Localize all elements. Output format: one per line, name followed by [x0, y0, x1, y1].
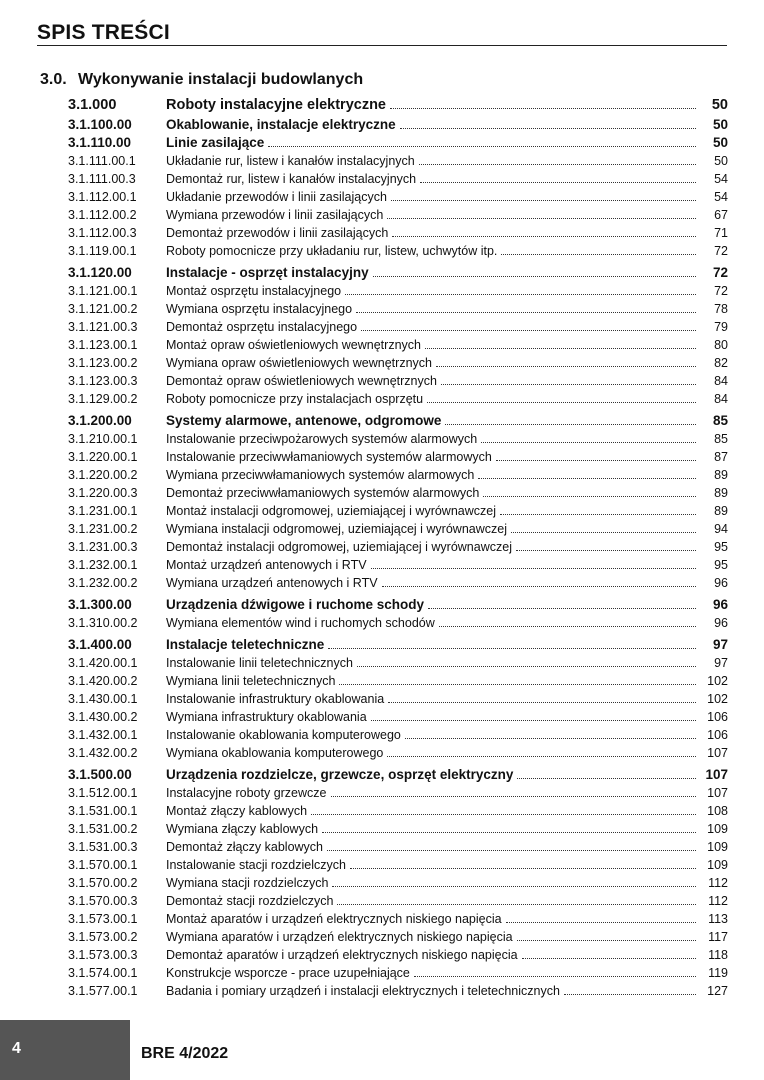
toc-entry: [68, 152, 728, 170]
toc-entry: [68, 300, 728, 318]
dot-leader: [268, 146, 696, 147]
dot-leader: [328, 648, 696, 649]
toc-entry: [68, 520, 728, 538]
toc-entry: [68, 502, 728, 520]
toc-entry-page: 85: [712, 413, 728, 428]
toc-entry-page: 97: [714, 656, 728, 670]
dot-leader: [481, 442, 696, 443]
toc-entry-page: 96: [714, 616, 728, 630]
toc-entry-label: Roboty pomocnicze przy układaniu rur, listew, uchwytów itp.: [166, 244, 498, 258]
toc-entry-code: 3.1.112.00.2: [68, 208, 137, 222]
toc-entry-label: Roboty pomocnicze przy instalacjach osprzętu: [166, 392, 424, 406]
toc-entry: [68, 372, 728, 390]
toc-entry-page: 50: [714, 154, 728, 168]
toc-entry-code: 3.1.112.00.1: [68, 190, 137, 204]
toc-entry: [68, 802, 728, 820]
toc-entry-label: Demontaż stacji rozdzielczych: [166, 894, 334, 908]
toc-entry-code: 3.1.300.00: [68, 597, 132, 612]
dot-leader: [420, 182, 696, 183]
dot-leader: [516, 550, 696, 551]
toc-entry: [68, 766, 728, 784]
toc-entry-code: 3.1.577.00.1: [68, 984, 138, 998]
toc-entry-code: 3.1.231.00.2: [68, 522, 138, 536]
dot-leader: [511, 532, 696, 533]
toc-entry-label: Demontaż aparatów i urządzeń elektrycznych niskiego napięcia: [166, 948, 518, 962]
toc-entry: [68, 596, 728, 614]
toc-entry-label: Montaż aparatów i urządzeń elektrycznych niskiego napięcia: [166, 912, 502, 926]
toc-entry: [68, 134, 728, 152]
dot-leader: [517, 778, 696, 779]
toc-entry-label: Demontaż przewodów i linii zasilających: [166, 226, 389, 240]
dot-leader: [388, 702, 696, 703]
dot-leader: [392, 236, 696, 237]
toc-entry-label: Instalacje - osprzęt instalacyjny: [166, 265, 369, 280]
toc-entry-label: Wymiana linii teletechnicznych: [166, 674, 336, 688]
toc-entry-code: 3.1.574.00.1: [68, 966, 138, 980]
toc-entry-code: 3.1.121.00.3: [68, 320, 138, 334]
toc-entry-page: 107: [707, 746, 728, 760]
toc-entry-label: Urządzenia dźwigowe i ruchome schody: [166, 597, 425, 612]
toc-entry-label: Wymiana osprzętu instalacyjnego: [166, 302, 353, 316]
toc-entry-page: 102: [707, 674, 728, 688]
toc-entry-page: 87: [714, 450, 728, 464]
toc-entry-page: 109: [707, 822, 728, 836]
toc-entry-label: Instalacje teletechniczne: [166, 637, 325, 652]
toc-entry: [68, 654, 728, 672]
toc-entry-label: Demontaż złączy kablowych: [166, 840, 324, 854]
toc-entry: [68, 448, 728, 466]
toc-entry: [68, 390, 728, 408]
dot-leader: [361, 330, 696, 331]
publication-label: BRE 4/2022: [141, 1045, 229, 1062]
dot-leader: [522, 958, 696, 959]
dot-leader: [311, 814, 696, 815]
toc-entry-code: 3.1.500.00: [68, 767, 132, 782]
toc-entry-code: 3.1.430.00.1: [68, 692, 138, 706]
toc-entry: [68, 614, 728, 632]
toc-entry: [68, 820, 728, 838]
toc-entry-label: Wymiana urządzeń antenowych i RTV: [166, 576, 378, 590]
toc-entry-page: 72: [714, 244, 728, 258]
toc-entry: [68, 892, 728, 910]
dot-leader: [439, 626, 696, 627]
page-number: 4: [12, 1040, 21, 1057]
toc-entry-label: Instalowanie infrastruktury okablowania: [166, 692, 385, 706]
toc-entry-code: 3.1.232.00.2: [68, 576, 138, 590]
dot-leader: [496, 460, 696, 461]
toc-entry: [68, 672, 728, 690]
toc-entry-label: Instalacyjne roboty grzewcze: [166, 786, 327, 800]
toc-entry-label: Wymiana złączy kablowych: [166, 822, 319, 836]
toc-entry-page: 82: [714, 356, 728, 370]
dot-leader: [478, 478, 696, 479]
toc-entry: [68, 484, 728, 502]
dot-leader: [425, 348, 696, 349]
toc-entry: [68, 574, 728, 592]
toc-entry: [68, 910, 728, 928]
toc-entry-code: 3.1.420.00.2: [68, 674, 138, 688]
toc-entry-page: 79: [714, 320, 728, 334]
toc-entry-label: Wymiana instalacji odgromowej, uziemiającej i wyrównawczej: [166, 522, 507, 536]
toc-entry-page: 117: [708, 930, 728, 944]
toc-entry-code: 3.1.573.00.3: [68, 948, 138, 962]
dot-leader: [400, 128, 696, 129]
toc-entry-page: 54: [714, 172, 728, 186]
toc-entry-page: 108: [707, 804, 728, 818]
dot-leader: [382, 586, 696, 587]
toc-entry-label: Instalowanie stacji rozdzielczych: [166, 858, 346, 872]
toc-entry-code: 3.1.430.00.2: [68, 710, 138, 724]
toc-entry-label: Badania i pomiary urządzeń i instalacji elektrycznych i teletechnicznych: [166, 984, 560, 998]
dot-leader: [414, 976, 696, 977]
toc-entry-code: 3.1.231.00.1: [68, 504, 138, 518]
dot-leader: [350, 868, 696, 869]
dot-leader: [371, 568, 696, 569]
toc-entry-page: 113: [708, 912, 728, 926]
toc-entry: [68, 874, 728, 892]
toc-entry-label: Wymiana stacji rozdzielczych: [166, 876, 329, 890]
toc-entry-code: 3.1.123.00.1: [68, 338, 138, 352]
dot-leader: [419, 164, 696, 165]
toc-entry: [68, 282, 728, 300]
toc-entry-label: Wymiana opraw oświetleniowych wewnętrznych: [166, 356, 432, 370]
toc-entry-page: 96: [712, 597, 728, 612]
toc-entry-code: 3.1.573.00.1: [68, 912, 138, 926]
toc-entry-code: 3.1.220.00.1: [68, 450, 138, 464]
toc-entry: [68, 188, 728, 206]
toc-entry-label: Wymiana przeciwwłamaniowych systemów alarmowych: [166, 468, 475, 482]
dot-leader: [517, 940, 696, 941]
dot-leader: [506, 922, 696, 923]
dot-leader: [427, 402, 696, 403]
toc-entry: [68, 838, 728, 856]
toc-entry: [68, 264, 728, 282]
dot-leader: [445, 424, 696, 425]
dot-leader: [501, 254, 696, 255]
toc-entry-code: 3.1.100.00: [68, 117, 132, 132]
toc-entry-label: Instalowanie przeciwpożarowych systemów alarmowych: [166, 432, 478, 446]
toc-entry-code: 3.1.129.00.2: [68, 392, 138, 406]
toc-entry-label: Wymiana elementów wind i ruchomych schodów: [166, 616, 435, 630]
toc-entry: [68, 538, 728, 556]
toc-entry-label: Instalowanie linii teletechnicznych: [166, 656, 353, 670]
toc-entry: [68, 412, 728, 430]
toc-entry-page: 106: [707, 710, 728, 724]
page-header: [37, 20, 727, 46]
toc-entry-page: 106: [707, 728, 728, 742]
dot-leader: [337, 904, 696, 905]
toc-entry-page: 94: [714, 522, 728, 536]
toc-entry-code: 3.1.420.00.1: [68, 656, 138, 670]
toc-entry-page: 72: [712, 265, 728, 280]
toc-entry-label: Wymiana okablowania komputerowego: [166, 746, 384, 760]
toc-entry-label: Demontaż opraw oświetleniowych wewnętrznych: [166, 374, 437, 388]
toc-entry: [68, 354, 728, 372]
toc-entry-page: 85: [714, 432, 728, 446]
toc-entry-page: 109: [707, 858, 728, 872]
dot-leader: [441, 384, 696, 385]
dot-leader: [339, 684, 696, 685]
toc-entry-page: 107: [707, 786, 728, 800]
toc-entry-code: 3.1.220.00.2: [68, 468, 138, 482]
toc-entry-page: 89: [714, 504, 728, 518]
toc-entry-page: 50: [711, 97, 728, 113]
toc-entry-page: 50: [712, 135, 728, 150]
toc-entry-code: 3.1.570.00.3: [68, 894, 138, 908]
toc-entry: [68, 708, 728, 726]
toc-entry: [68, 856, 728, 874]
toc-entry: [68, 318, 728, 336]
toc-entry-code: 3.1.123.00.3: [68, 374, 138, 388]
toc-entry-label: Linie zasilające: [166, 135, 265, 150]
toc-entry-label: Wymiana aparatów i urządzeń elektrycznych niskiego napięcia: [166, 930, 513, 944]
page-title: SPIS TREŚCI: [37, 21, 170, 44]
toc-entry-code: 3.1.573.00.2: [68, 930, 138, 944]
toc-entry-label: Montaż osprzętu instalacyjnego: [166, 284, 342, 298]
dot-leader: [345, 294, 696, 295]
toc-entry-label: Montaż opraw oświetleniowych wewnętrznych: [166, 338, 421, 352]
dot-leader: [500, 514, 696, 515]
toc-entry-code: 3.1.531.00.2: [68, 822, 138, 836]
toc-entry-code: 3.1.112.00.3: [68, 226, 137, 240]
toc-entry-code: 3.1.110.00: [68, 135, 132, 150]
toc-entry-label: Układanie rur, listew i kanałów instalacyjnych: [166, 154, 415, 168]
dot-leader: [356, 312, 696, 313]
toc-entry: [68, 556, 728, 574]
dot-leader: [387, 756, 696, 757]
section-title: Wykonywanie instalacji budowlanych: [78, 71, 364, 88]
dot-leader: [327, 850, 696, 851]
dot-leader: [371, 720, 696, 721]
toc-entry-label: Okablowanie, instalacje elektryczne: [166, 117, 396, 132]
toc-entry-page: 102: [707, 692, 728, 706]
toc-entry-page: 95: [714, 540, 728, 554]
toc-entry: [68, 744, 728, 762]
toc-entry: [68, 964, 728, 982]
toc-entry-code: 3.1.119.00.1: [68, 244, 137, 258]
dot-leader: [391, 200, 696, 201]
table-of-contents: [68, 94, 728, 1000]
toc-entry-label: Urządzenia rozdzielcze, grzewcze, osprzęt elektryczny: [166, 767, 514, 782]
toc-entry-page: 112: [708, 876, 728, 890]
dot-leader: [390, 108, 696, 109]
toc-entry-page: 50: [712, 117, 728, 132]
toc-entry-code: 3.1.200.00: [68, 413, 132, 428]
toc-entry-label: Demontaż instalacji odgromowej, uziemiającej i wyrównawczej: [166, 540, 512, 554]
toc-entry: [68, 726, 728, 744]
toc-entry-code: 3.1.432.00.2: [68, 746, 138, 760]
toc-entry: [68, 430, 728, 448]
toc-entry-page: 78: [714, 302, 728, 316]
dot-leader: [331, 796, 697, 797]
toc-entry-code: 3.1.123.00.2: [68, 356, 138, 370]
toc-entry-code: 3.1.120.00: [68, 265, 132, 280]
toc-entry-page: 96: [714, 576, 728, 590]
dot-leader: [564, 994, 696, 995]
toc-entry-page: 67: [714, 208, 728, 222]
toc-entry: [68, 336, 728, 354]
toc-entry-page: 119: [708, 966, 728, 980]
toc-entry: [68, 946, 728, 964]
toc-entry-page: 72: [714, 284, 728, 298]
toc-entry-page: 112: [708, 894, 728, 908]
toc-entry-page: 97: [712, 637, 728, 652]
toc-entry-code: 3.1.570.00.2: [68, 876, 138, 890]
toc-entry-label: Roboty instalacyjne elektryczne: [166, 97, 386, 113]
dot-leader: [436, 366, 696, 367]
dot-leader: [322, 832, 696, 833]
toc-entry: [68, 116, 728, 134]
toc-entry-page: 89: [714, 486, 728, 500]
toc-entry-code: 3.1.310.00.2: [68, 616, 138, 630]
toc-entry-page: 54: [714, 190, 728, 204]
toc-entry: [68, 224, 728, 242]
toc-entry-page: 107: [705, 767, 728, 782]
toc-entry-code: 3.1.512.00.1: [68, 786, 138, 800]
toc-entry-code: 3.1.531.00.1: [68, 804, 138, 818]
toc-entry-page: 127: [707, 984, 728, 998]
footer-page-box: [0, 1020, 130, 1080]
toc-entry-label: Montaż złączy kablowych: [166, 804, 308, 818]
toc-entry-label: Demontaż osprzętu instalacyjnego: [166, 320, 358, 334]
toc-entry-code: 3.1.121.00.1: [68, 284, 138, 298]
toc-entry-label: Montaż instalacji odgromowej, uziemiającej i wyrównawczej: [166, 504, 496, 518]
toc-entry-code: 3.1.232.00.1: [68, 558, 138, 572]
toc-entry: [68, 170, 728, 188]
toc-entry-code: 3.1.570.00.1: [68, 858, 138, 872]
toc-entry-code: 3.1.220.00.3: [68, 486, 138, 500]
toc-entry-code: 3.1.231.00.3: [68, 540, 138, 554]
toc-entry-code: 3.1.111.00.3: [68, 172, 136, 186]
toc-entry-label: Konstrukcje wsporcze - prace uzupełniające: [166, 966, 410, 980]
toc-entry-code: 3.1.000: [68, 97, 117, 113]
toc-entry-label: Wymiana przewodów i linii zasilających: [166, 208, 384, 222]
toc-entry-page: 109: [707, 840, 728, 854]
section-number: 3.0.: [40, 71, 67, 88]
toc-entry-page: 89: [714, 468, 728, 482]
toc-entry-label: Systemy alarmowe, antenowe, odgromowe: [166, 413, 442, 428]
dot-leader: [483, 496, 696, 497]
toc-entry-label: Demontaż przeciwwłamaniowych systemów alarmowych: [166, 486, 480, 500]
dot-leader: [405, 738, 696, 739]
dot-leader: [428, 608, 696, 609]
toc-entry-code: 3.1.432.00.1: [68, 728, 138, 742]
toc-entry-label: Demontaż rur, listew i kanałów instalacyjnych: [166, 172, 417, 186]
toc-entry-label: Układanie przewodów i linii zasilających: [166, 190, 387, 204]
toc-entry-label: Wymiana infrastruktury okablowania: [166, 710, 367, 724]
toc-entry-code: 3.1.531.00.3: [68, 840, 138, 854]
toc-entry-code: 3.1.210.00.1: [68, 432, 138, 446]
toc-entry-code: 3.1.121.00.2: [68, 302, 138, 316]
toc-entry: [68, 94, 728, 116]
toc-entry-page: 71: [714, 226, 728, 240]
toc-entry-page: 118: [708, 948, 728, 962]
dot-leader: [387, 218, 696, 219]
toc-entry-page: 84: [714, 392, 728, 406]
dot-leader: [357, 666, 696, 667]
toc-entry-label: Instalowanie przeciwwłamaniowych systemów alarmowych: [166, 450, 492, 464]
toc-entry: [68, 690, 728, 708]
section-heading: [40, 70, 363, 90]
toc-entry: [68, 636, 728, 654]
toc-entry: [68, 784, 728, 802]
toc-entry-code: 3.1.111.00.1: [68, 154, 136, 168]
dot-leader: [373, 276, 696, 277]
toc-entry-page: 80: [714, 338, 728, 352]
toc-entry: [68, 466, 728, 484]
toc-entry: [68, 242, 728, 260]
toc-entry-page: 95: [714, 558, 728, 572]
toc-entry: [68, 982, 728, 1000]
toc-entry-label: Montaż urządzeń antenowych i RTV: [166, 558, 367, 572]
dot-leader: [332, 886, 696, 887]
toc-entry-code: 3.1.400.00: [68, 637, 132, 652]
toc-entry: [68, 206, 728, 224]
toc-entry-page: 84: [714, 374, 728, 388]
toc-entry-label: Instalowanie okablowania komputerowego: [166, 728, 401, 742]
toc-entry: [68, 928, 728, 946]
